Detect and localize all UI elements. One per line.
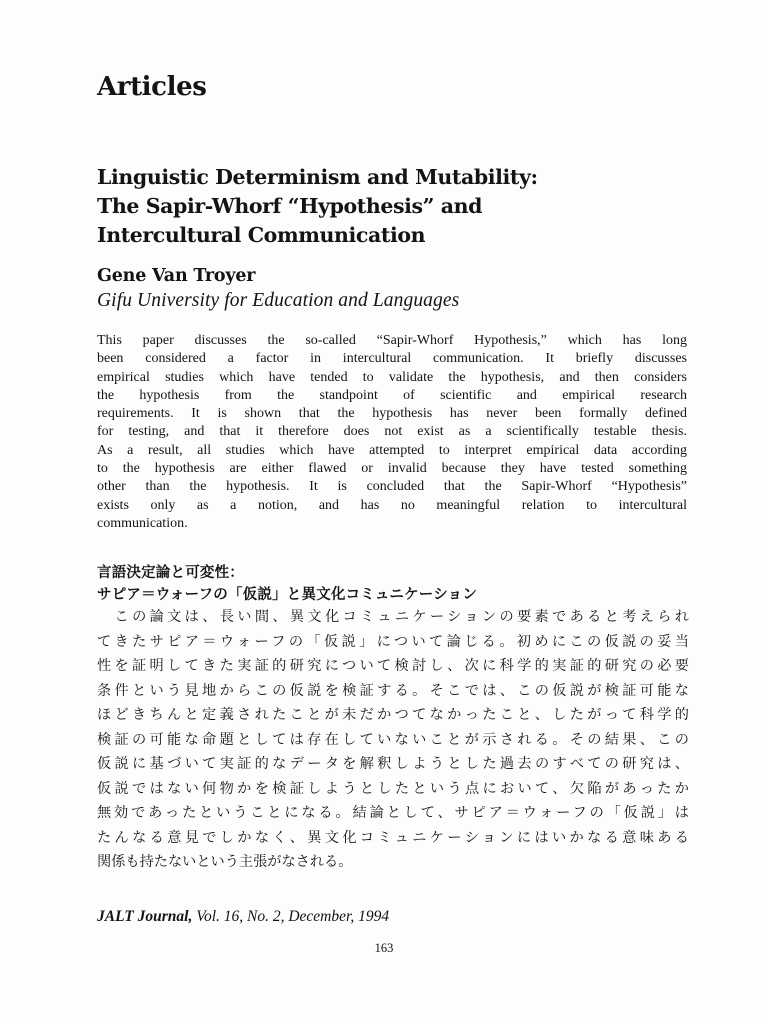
- japanese-abstract-line: たんなる意見でしかなく、異文化コミュニケーションにはいかなる意味ある: [97, 829, 689, 846]
- abstract-line: been considered a factor in intercultural communication. It briefly discusses: [97, 351, 687, 367]
- japanese-abstract-line: 検証の可能な命題としては存在していないことが示される。その結果、この: [97, 731, 689, 748]
- article-title: [97, 163, 697, 250]
- abstract-line: for testing, and that it therefore does not exist as a scientifically testable thesis.: [97, 424, 687, 440]
- japanese-abstract-line: この論文は、長い間、異文化コミュニケーションの要素であると考えられ: [97, 609, 689, 625]
- journal-issue: Vol. 16, No. 2, December, 1994: [192, 908, 390, 925]
- abstract-line: the hypothesis from the standpoint of scientific and empirical research: [97, 387, 687, 403]
- japanese-title-line: サピア＝ウォーフの「仮説」と異文化コミュニケーション: [97, 586, 478, 603]
- abstract-line: empirical studies which have tended to validate the hypothesis, and then considers: [97, 369, 687, 385]
- abstract-line: requirements. It is shown that the hypothesis has never been formally defined: [97, 406, 687, 422]
- article-title-line: The Sapir-Whorf “Hypothesis” and: [97, 194, 483, 218]
- page-number: 163: [374, 941, 394, 955]
- japanese-abstract: [97, 605, 689, 875]
- author-affiliation: Gifu University for Education and Languages: [97, 290, 460, 311]
- japanese-abstract-line: てきたサピア＝ウォーフの「仮説」について論じる。初めにこの仮説の妥当: [97, 633, 689, 650]
- abstract-line: This paper discusses the so-called “Sapir-Whorf Hypothesis,” which has long: [97, 333, 687, 348]
- abstract-line: communication.: [97, 515, 188, 531]
- abstract-line: exists only as a notion, and has no meaningful relation to intercultural: [97, 497, 687, 513]
- japanese-title-line: 言語決定論と可変性：: [97, 565, 244, 581]
- section-heading: Articles: [97, 72, 207, 102]
- article-title-line: Intercultural Communication: [97, 223, 426, 247]
- journal-name: JALT Journal,: [97, 908, 193, 925]
- japanese-title: [97, 563, 477, 606]
- japanese-abstract-line: 仮説に基づいて実証的なデータを解釈しようとした過去のすべての研究は、: [97, 756, 689, 772]
- japanese-abstract-line: 関係も持たないという主張がなされる。: [97, 854, 353, 870]
- japanese-abstract-line: ほどきちんと定義されたことが未だかつてなかったこと、したがって科学的: [97, 707, 689, 723]
- article-title-line: Linguistic Determinism and Mutability:: [97, 165, 538, 189]
- japanese-abstract-line: 性を証明してきた実証的研究について検討し、次に科学的実証的研究の必要: [97, 658, 689, 674]
- japanese-abstract-line: 無効であったということになる。結論として、サピア＝ウォーフの「仮説」は: [97, 805, 689, 821]
- japanese-abstract-line: 仮説ではない何物かを検証しようとしたという点において、欠陥があったか: [97, 780, 689, 797]
- abstract-line: As a result, all studies which have attempted to interpret empirical data according: [97, 442, 687, 458]
- abstract-line: to the hypothesis are either flawed or invalid because they have tested something: [97, 461, 687, 477]
- journal-citation: [97, 908, 389, 926]
- author-name: Gene Van Troyer: [97, 266, 256, 286]
- english-abstract: [97, 332, 687, 533]
- abstract-line: other than the hypothesis. It is concluded that the Sapir-Whorf “Hypothesis”: [97, 479, 687, 495]
- japanese-abstract-line: 条件という見地からこの仮説を検証する。そこでは、この仮説が検証可能な: [97, 682, 689, 699]
